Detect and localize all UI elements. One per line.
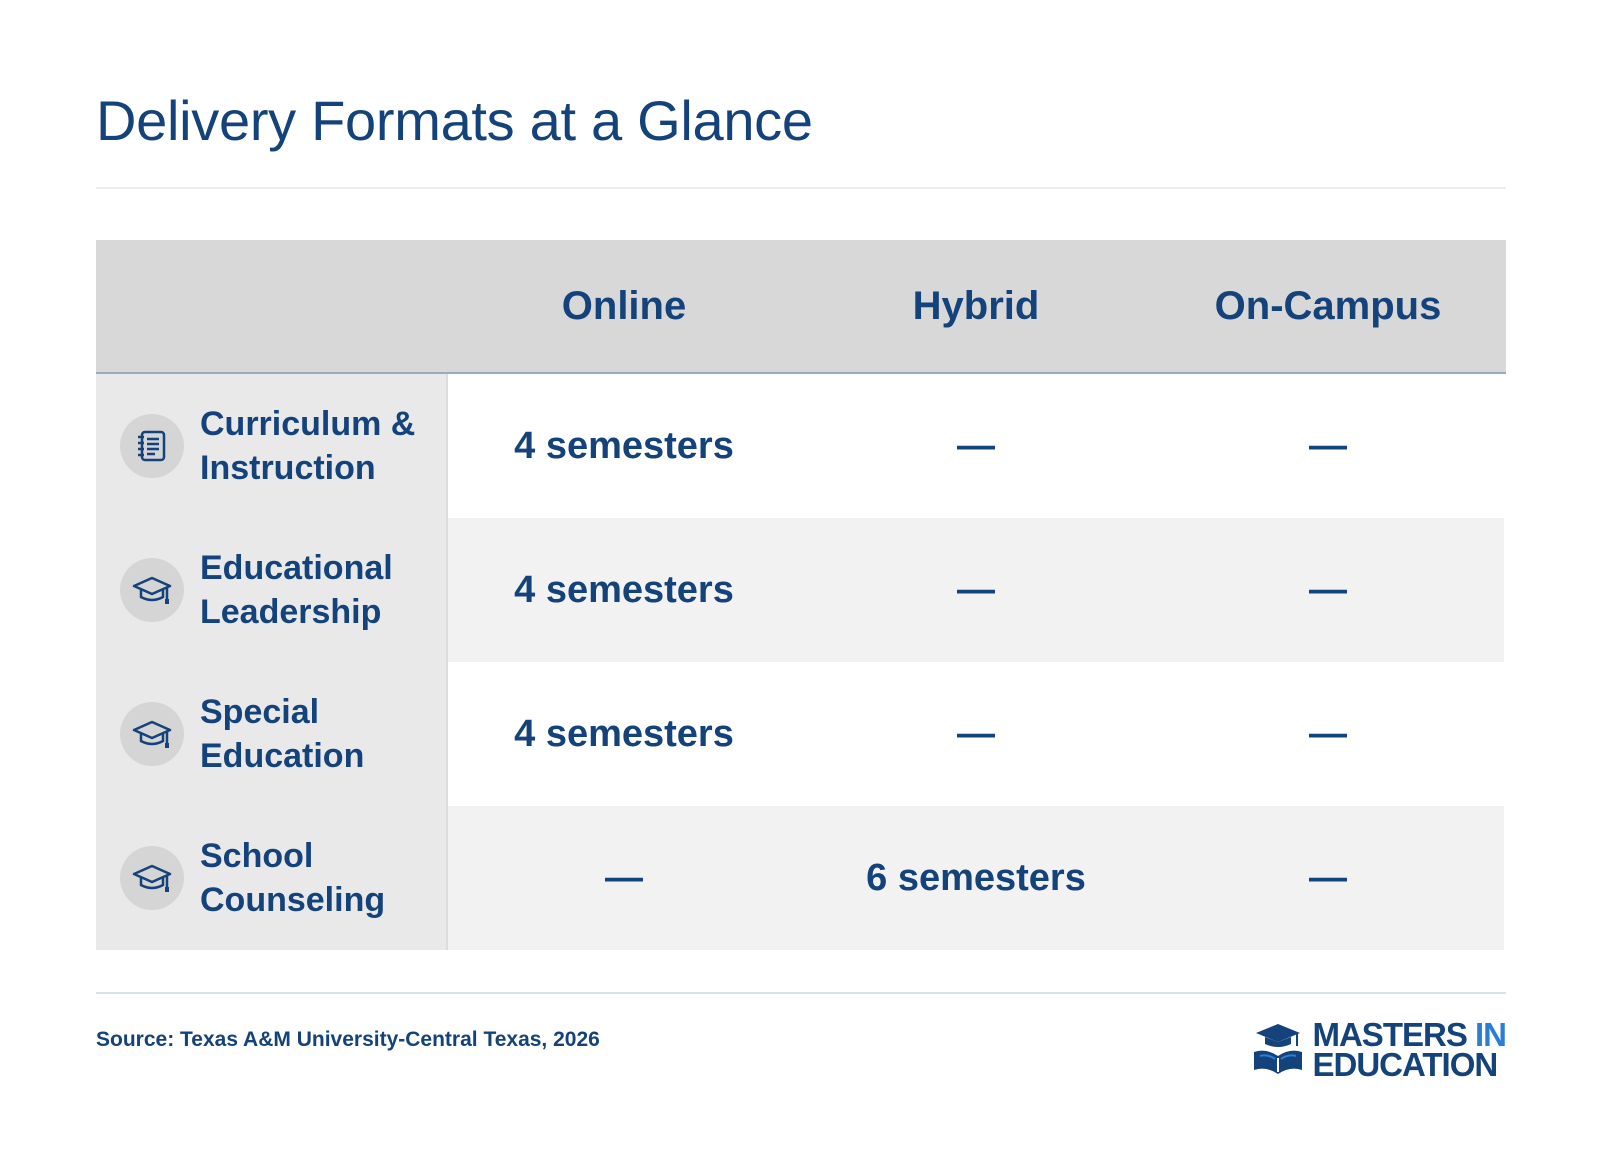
table-header bbox=[96, 240, 1506, 374]
cell-online: 4 semesters bbox=[448, 662, 800, 806]
graduation-cap-icon bbox=[120, 558, 184, 622]
title-divider bbox=[96, 187, 1506, 189]
program-name bbox=[200, 834, 440, 922]
graduation-cap-icon bbox=[120, 702, 184, 766]
table-row bbox=[96, 806, 1506, 950]
cell-on-campus: — bbox=[1152, 662, 1504, 806]
program-name-line1: Curriculum & bbox=[200, 405, 416, 443]
program-name-line1: Educational bbox=[200, 549, 393, 587]
program-name-line2: Counseling bbox=[200, 881, 386, 919]
table-row bbox=[96, 518, 1506, 662]
row-label bbox=[96, 374, 448, 518]
notebook-icon bbox=[120, 414, 184, 478]
row-label bbox=[96, 662, 448, 806]
cell-online: 4 semesters bbox=[448, 374, 800, 518]
program-name bbox=[200, 690, 440, 778]
program-name-line1: Special bbox=[200, 693, 320, 731]
program-name-line2: Leadership bbox=[200, 593, 382, 631]
row-label bbox=[96, 518, 448, 662]
cell-hybrid: 6 semesters bbox=[800, 806, 1152, 950]
logo-word-in: IN bbox=[1475, 1016, 1506, 1053]
cell-on-campus: — bbox=[1152, 374, 1504, 518]
cell-online: — bbox=[448, 806, 800, 950]
brand-logo bbox=[1252, 1016, 1506, 1083]
logo-word-masters: MASTERS bbox=[1312, 1016, 1467, 1053]
logo-wordmark bbox=[1312, 1016, 1506, 1083]
graduation-cap-icon bbox=[120, 846, 184, 910]
cell-on-campus: — bbox=[1152, 806, 1504, 950]
logo-word-education: EDUCATION bbox=[1312, 1046, 1498, 1083]
header-blank-cell bbox=[96, 240, 448, 372]
book-cap-icon bbox=[1252, 1022, 1304, 1078]
program-name-line2: Education bbox=[200, 737, 365, 775]
cell-hybrid: — bbox=[800, 662, 1152, 806]
footer-divider bbox=[96, 992, 1506, 994]
page-title: Delivery Formats at a Glance bbox=[96, 89, 813, 152]
row-label bbox=[96, 806, 448, 950]
table-row bbox=[96, 374, 1506, 518]
cell-hybrid: — bbox=[800, 518, 1152, 662]
cell-online: 4 semesters bbox=[448, 518, 800, 662]
header-online: Online bbox=[561, 283, 687, 328]
formats-table bbox=[96, 240, 1506, 950]
program-name-line1: School bbox=[200, 837, 314, 875]
program-name-line2: Instruction bbox=[200, 449, 376, 487]
program-name bbox=[200, 402, 440, 490]
program-name bbox=[200, 546, 440, 634]
header-hybrid: Hybrid bbox=[912, 283, 1040, 328]
table-row bbox=[96, 662, 1506, 806]
source-note: Source: Texas A&M University-Central Texas, 2026 bbox=[96, 1028, 600, 1051]
header-on-campus: On-Campus bbox=[1214, 283, 1442, 328]
cell-hybrid: — bbox=[800, 374, 1152, 518]
cell-on-campus: — bbox=[1152, 518, 1504, 662]
